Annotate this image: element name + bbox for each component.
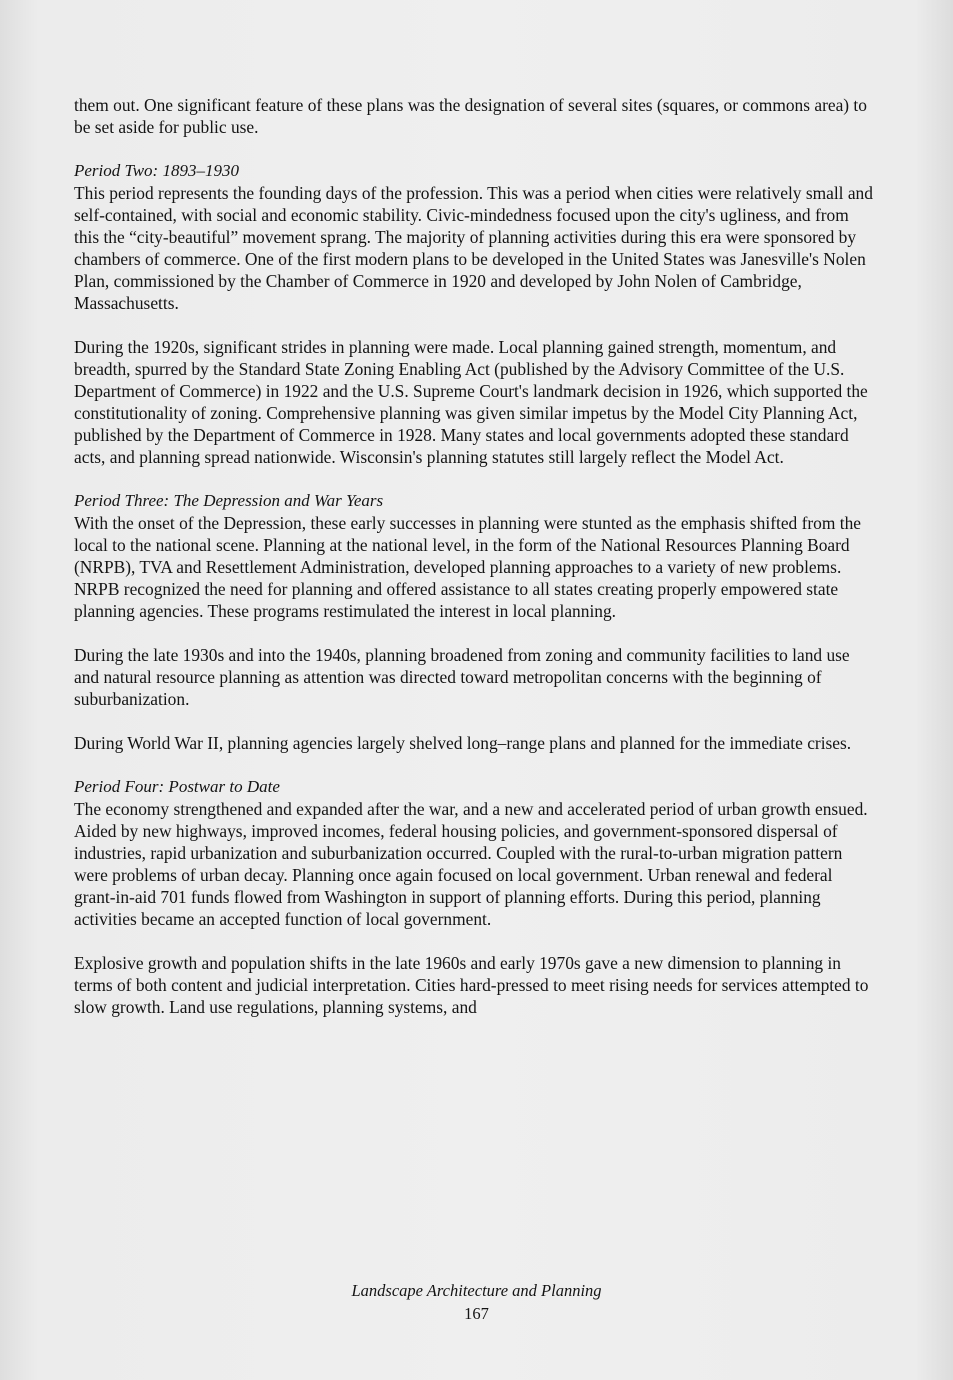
paragraph-period-four-b: Explosive growth and population shifts in the late 1960s and early 1970s gave a new dimension to planning in terms of both content and judicial interpretation. Cities hard-pressed to meet rising needs for services attempted to slow growth. Land use regulations, planning systems, and <box>74 953 869 1017</box>
section-heading-period-four: Period Four: Postwar to Date <box>74 777 280 796</box>
paragraph-period-three-a: With the onset of the Depression, these early successes in planning were stunted as the emphasis shifted from the local to the national scene. Planning at the national level, in the form of the National Resources Planning Board (NRPB), TVA and Resettlement Administration, developed planning approaches to a variety of new problems. NRPB recognized the need for planning and offered assistance to all states creating properly empowered state planning agencies. These programs restimulated the interest in local planning. <box>74 513 861 621</box>
section-heading-period-three: Period Three: The Depression and War Years <box>74 491 384 510</box>
paragraph-period-three-b: During the late 1930s and into the 1940s, planning broadened from zoning and community facilities to land use and natural resource planning as attention was directed toward metropolitan concerns with the beginning of suburbanization. <box>74 645 850 709</box>
paragraph-period-two-b: During the 1920s, significant strides in planning were made. Local planning gained strength, momentum, and breadth, spurred by the Standard State Zoning Enabling Act (published by the Advisory Committee of the U.S. Department of Commerce) in 1922 and the U.S. Supreme Court's landmark decision in 1926, which supported the constitutionality of zoning. Comprehensive planning was given similar impetus by the Model City Planning Act, published by the Department of Commerce in 1928. Many states and local governments adopted these standard acts, and planning spread nationwide. Wisconsin's planning statutes still largely reflect the Model Act. <box>74 337 868 467</box>
body-text <box>74 94 874 1040</box>
section-heading-period-two: Period Two: 1893–1930 <box>74 161 239 180</box>
paragraph-period-three-c: During World War II, planning agencies largely shelved long–range plans and planned for the immediate crises. <box>74 733 852 753</box>
paragraph-intro: them out. One significant feature of these plans was the designation of several sites (squares, or commons area) to be set aside for public use. <box>74 95 867 137</box>
page-number: 167 <box>464 1304 489 1323</box>
footer-publication-title: Landscape Architecture and Planning <box>351 1281 602 1300</box>
paragraph-period-two-a: This period represents the founding days of the profession. This was a period when cities were relatively small and self-contained, with social and economic stability. Civic-mindedness focused upon the city's ugliness, and from this the “city-beautiful” movement sprang. The majority of planning activities during this era were sponsored by chambers of commerce. One of the first modern plans to be developed in the United States was Janesville's Nolen Plan, commissioned by the Chamber of Commerce in 1920 and developed by John Nolen of Cambridge, Massachusetts. <box>74 183 873 313</box>
paragraph-period-four-a: The economy strengthened and expanded after the war, and a new and accelerated period of urban growth ensued. Aided by new highways, improved incomes, federal housing policies, and government-sponsored dispersal of industries, rapid urbanization and suburbanization occurred. Coupled with the rural-to-urban migration pattern were problems of urban decay. Planning once again focused on local government. Urban renewal and federal grant-in-aid 701 funds flowed from Washington in support of planning efforts. During this period, planning activities became an accepted function of local government. <box>74 799 868 929</box>
